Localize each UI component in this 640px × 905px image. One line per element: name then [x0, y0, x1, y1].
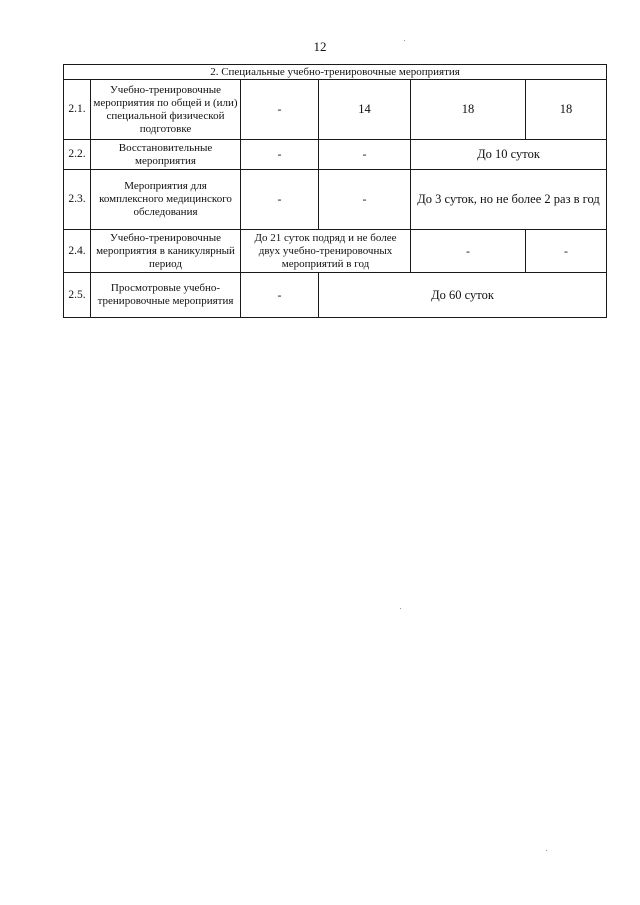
table-cell: -	[241, 140, 319, 170]
table-cell: -	[411, 230, 526, 273]
table-cell: -	[241, 273, 319, 318]
scan-speck	[546, 850, 547, 851]
table-row	[64, 140, 607, 170]
scan-speck	[404, 40, 405, 41]
table-cell: -	[319, 170, 411, 230]
row-number: 2.2.	[64, 140, 91, 170]
row-number: 2.1.	[64, 80, 91, 140]
table-cell: 14	[319, 80, 411, 140]
scan-speck	[400, 608, 401, 609]
table-cell: -	[526, 230, 607, 273]
row-number: 2.3.	[64, 170, 91, 230]
table-cell: -	[241, 80, 319, 140]
table-cell: -	[241, 170, 319, 230]
table-cell: До 21 суток подряд и не более двух учебно-тренировочных мероприятий в год	[241, 230, 411, 273]
table-cell: До 10 суток	[411, 140, 607, 170]
table-cell: До 3 суток, но не более 2 раз в год	[411, 170, 607, 230]
event-name: Просмотровые учебно-тренировочные мероприятия	[91, 273, 241, 318]
table-cell: До 60 суток	[319, 273, 607, 318]
row-number: 2.5.	[64, 273, 91, 318]
section-title: 2. Специальные учебно-тренировочные мероприятия	[64, 65, 607, 80]
training-events-table	[63, 64, 607, 318]
table-cell: 18	[411, 80, 526, 140]
event-name: Учебно-тренировочные мероприятия по общей и (или) специальной физической подготовке	[91, 80, 241, 140]
table-row	[64, 80, 607, 140]
event-name: Восстановительные мероприятия	[91, 140, 241, 170]
table-row	[64, 230, 607, 273]
event-name: Мероприятия для комплексного медицинского обследования	[91, 170, 241, 230]
table-row	[64, 170, 607, 230]
page-number: 12	[313, 39, 327, 54]
table-row	[64, 273, 607, 318]
table-cell: 18	[526, 80, 607, 140]
event-name: Учебно-тренировочные мероприятия в каникулярный период	[91, 230, 241, 273]
row-number: 2.4.	[64, 230, 91, 273]
table-cell: -	[319, 140, 411, 170]
section-header-row	[64, 65, 607, 80]
